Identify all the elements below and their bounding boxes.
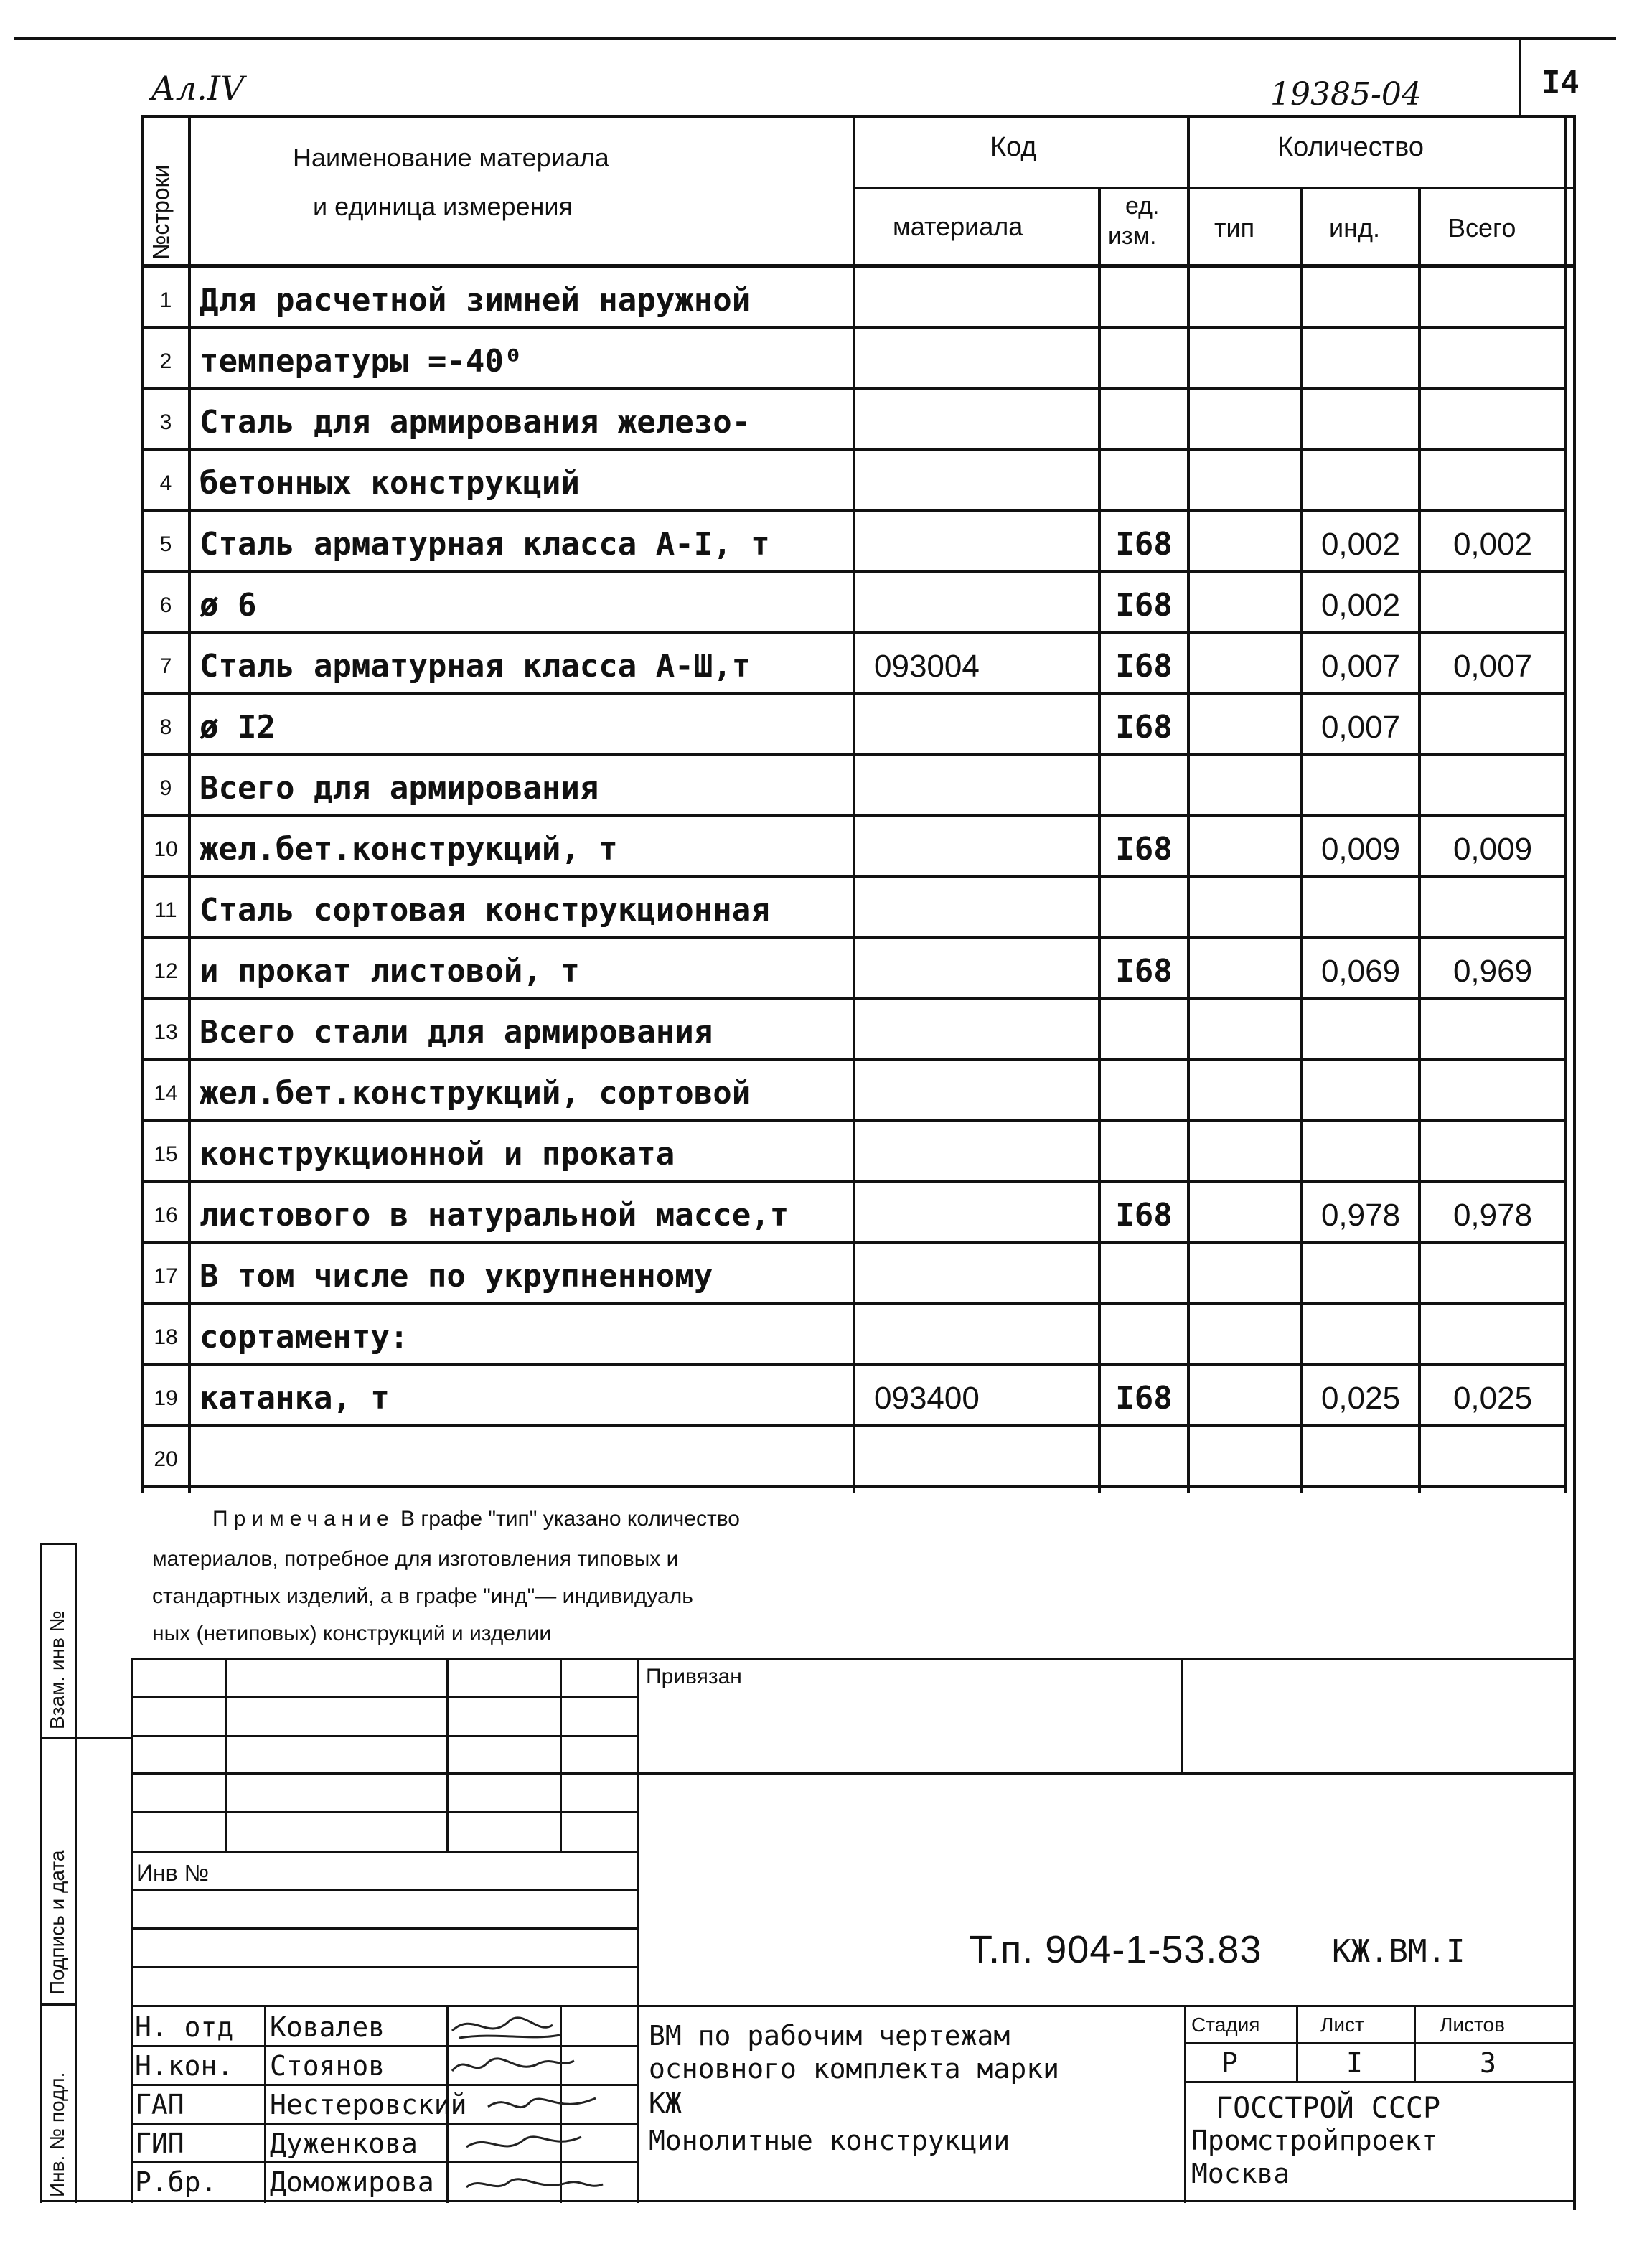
top-border [14, 37, 1616, 40]
stage-header-bottom [1184, 2042, 1576, 2044]
row-separator [141, 875, 1567, 878]
stamp-left-row5 [131, 1851, 637, 1853]
stage-label: Стадия [1191, 2014, 1260, 2036]
stamp-role: Р.бр. [135, 2166, 217, 2198]
row-text: Сталь для армирования железо- [200, 403, 751, 441]
sheet-label: Лист [1320, 2014, 1364, 2036]
row-number: 2 [159, 349, 172, 373]
row-text: листового в натуральной массе,т [200, 1196, 789, 1234]
org-line1: ГОССТРОЙ СССР [1216, 2092, 1441, 2125]
side-label-podpis: Подпись и дата [46, 1850, 68, 1995]
row-text: Для расчетной зимней наружной [200, 281, 751, 319]
row-unit: I68 [1115, 1379, 1173, 1416]
album-label: Ал.IV [151, 69, 245, 108]
stamp-person-name: Нестеровский [270, 2089, 467, 2120]
signature-domozhirova [466, 2179, 603, 2187]
row-separator [141, 448, 1567, 451]
row-number: 6 [159, 593, 172, 617]
row-separator [141, 509, 1567, 512]
stamp-left-row7 [131, 1927, 637, 1930]
sheets-value: 3 [1480, 2047, 1496, 2079]
row-text: жел.бет.конструкций, сортовой [200, 1074, 751, 1112]
row-unit: I68 [1115, 952, 1173, 990]
name-header-line2: и единица измерения [313, 192, 573, 221]
row-unit: I68 [1115, 525, 1173, 563]
row-text: жел.бет.конструкций, т [200, 830, 618, 868]
row-total: 0,025 [1452, 1380, 1533, 1416]
row-text: катанка, т [200, 1379, 390, 1416]
row-ind: 0,069 [1320, 953, 1401, 989]
row-unit: I68 [1115, 647, 1173, 685]
row-separator [141, 631, 1567, 634]
row-text: ø 6 [200, 586, 257, 624]
row-number: 15 [154, 1142, 178, 1166]
side-strip-right [75, 1543, 77, 2203]
row-separator [141, 814, 1567, 817]
row-number: 10 [154, 837, 178, 861]
row-text: В том числе по укрупненному [200, 1257, 713, 1294]
stamp-left-row4 [131, 1811, 637, 1813]
row-text: Сталь арматурная класса А-I, т [200, 525, 770, 563]
row-separator [141, 570, 1567, 573]
stamp-designation-bottom [131, 2005, 1576, 2007]
row-total: 0,002 [1452, 526, 1533, 562]
page-right-border [1573, 115, 1576, 2210]
row-separator [141, 1302, 1567, 1305]
unit-header-line2: изм. [1108, 222, 1157, 250]
row-separator [141, 1180, 1567, 1183]
inv-no-label: Инв № [136, 1860, 209, 1886]
note-line1 [212, 1508, 740, 1530]
row-text: Сталь арматурная класса А-Ш,т [200, 647, 751, 685]
row-total: 0,007 [1452, 648, 1533, 684]
row-total: 0,978 [1452, 1197, 1533, 1233]
row-text: конструкционной и проката [200, 1135, 675, 1173]
row-separator [141, 1424, 1567, 1427]
row-separator [141, 1485, 1567, 1488]
col-sep-rowno [188, 115, 191, 1493]
stamp-person-name: Дуженкова [270, 2128, 418, 2159]
header-bottom-border [141, 264, 1573, 268]
table-right-border-inner [1564, 115, 1567, 1493]
stamp-person-name: Стоянов [270, 2050, 385, 2082]
row-code: 093400 [874, 1380, 980, 1416]
title-line1: ВМ по рабочим чертежам [649, 2020, 1010, 2052]
row-text: ø I2 [200, 708, 276, 746]
row-separator [141, 1058, 1567, 1061]
stamp-col-b [446, 1658, 449, 1853]
row-separator [141, 753, 1567, 756]
row-number: 9 [159, 776, 172, 800]
row-number: 18 [154, 1325, 178, 1349]
signature-duzhenkova [466, 2137, 581, 2147]
col-sep-name [853, 115, 855, 1493]
row-number: 3 [159, 410, 172, 434]
row-number-header: №строки [148, 164, 174, 260]
row-text: сортаменту: [200, 1318, 409, 1355]
unit-header-line1: ед. [1125, 192, 1160, 220]
note-text1: В графе "тип" указано количество [400, 1507, 740, 1531]
side-sep2 [40, 2003, 76, 2006]
sheets-label: Листов [1440, 2014, 1505, 2036]
row-number: 11 [154, 898, 177, 922]
stamp-left-row2 [131, 1735, 637, 1737]
row-separator [141, 692, 1567, 695]
row-text: Всего для армирования [200, 769, 599, 807]
privyazan-label: Привязан [646, 1665, 742, 1688]
row-number: 16 [154, 1203, 178, 1227]
title-line4: Монолитные конструкции [649, 2125, 1010, 2156]
note-line4: ных (нетиповых) конструкций и изделии [152, 1622, 552, 1645]
total-header: Всего [1448, 213, 1516, 243]
row-code: 093004 [874, 648, 980, 684]
row-separator [141, 1119, 1567, 1122]
side-sep1 [40, 1737, 133, 1739]
row-text: бетонных конструкций [200, 464, 580, 502]
stamp-org-sep [1184, 2006, 1186, 2203]
row-separator [141, 326, 1567, 329]
row-number: 14 [154, 1081, 178, 1105]
header-subline [853, 187, 1573, 189]
code-header: Код [990, 132, 1037, 162]
row-total: 0,009 [1452, 831, 1533, 867]
page-number-box-left [1519, 37, 1521, 116]
row-unit: I68 [1115, 708, 1173, 746]
page-number: I4 [1541, 65, 1580, 101]
signatures [431, 2006, 639, 2202]
row-number: 19 [154, 1386, 178, 1410]
stage-sep1 [1296, 2006, 1298, 2082]
row-number: 12 [154, 959, 178, 983]
row-ind: 0,002 [1320, 526, 1401, 562]
row-separator [141, 936, 1567, 939]
side-label-vzam: Взам. инв № [46, 1610, 68, 1729]
stage-sep2 [1414, 2006, 1416, 2082]
stamp-role: ГАП [135, 2089, 184, 2120]
title-line3: КЖ [649, 2087, 682, 2119]
signature-kovalev [452, 2018, 560, 2038]
stage-value: Р [1221, 2047, 1238, 2079]
row-number: 13 [154, 1020, 178, 1044]
stamp-col-c [560, 1658, 562, 1853]
note-lead: Примечание [212, 1507, 395, 1531]
row-number: 20 [154, 1447, 178, 1471]
stamp-privyazan-sep [1181, 1658, 1183, 1772]
material-header: материала [893, 212, 1023, 241]
row-ind: 0,007 [1320, 648, 1401, 684]
row-ind: 0,002 [1320, 587, 1401, 623]
stamp-role: Н.кон. [135, 2050, 234, 2082]
row-text: и прокат листовой, т [200, 952, 580, 990]
side-strip-top [40, 1543, 76, 1545]
stamp-role: Н. отд [135, 2011, 234, 2043]
col-sep-unit [1187, 115, 1190, 1493]
row-unit: I68 [1115, 830, 1173, 868]
row-separator [141, 387, 1567, 390]
mark: КЖ.ВМ.I [1332, 1933, 1465, 1970]
sheet-value: I [1346, 2047, 1363, 2079]
stamp-left-row8 [131, 1966, 637, 1968]
tip-header: тип [1214, 213, 1255, 243]
designation: Т.п. 904-1-53.83 [969, 1928, 1262, 1971]
stamp-left-row6 [131, 1889, 637, 1891]
row-separator [141, 1363, 1567, 1366]
row-text: температуры =-40⁰ [200, 342, 523, 380]
row-separator [141, 997, 1567, 1000]
row-unit: I68 [1115, 586, 1173, 624]
row-number: 5 [159, 532, 172, 556]
stamp-left-row1 [131, 1696, 637, 1698]
stamp-top [131, 1658, 1576, 1660]
title-line2: основного комплекта марки [649, 2053, 1059, 2085]
stamp-left-row3 [131, 1772, 1576, 1775]
stamp-left [131, 1658, 133, 2203]
document-number: 19385-04 [1270, 76, 1422, 113]
row-ind: 0,009 [1320, 831, 1401, 867]
table-top-border [141, 115, 1573, 118]
row-ind: 0,025 [1320, 1380, 1401, 1416]
row-number: 1 [159, 288, 172, 312]
row-number: 17 [154, 1264, 178, 1288]
row-ind: 0,007 [1320, 709, 1401, 745]
row-number: 4 [159, 471, 172, 495]
stamp-col-a2 [264, 2006, 266, 2203]
stamp-col-a [225, 1658, 227, 1853]
stamp-role: ГИП [135, 2128, 184, 2159]
quantity-header: Количество [1277, 132, 1425, 162]
org-line3: Москва [1191, 2158, 1290, 2189]
row-number: 8 [159, 715, 172, 739]
name-header-line1: Наименование материала [293, 143, 609, 172]
signature-stoyanov [452, 2059, 574, 2071]
ind-header: инд. [1329, 213, 1380, 243]
stamp-person-name: Ковалев [270, 2011, 385, 2043]
stamp-bottom [40, 2200, 1576, 2202]
stamp-person-name: Доможирова [270, 2166, 434, 2198]
row-text: Сталь сортовая конструкционная [200, 891, 770, 929]
note-line2: материалов, потребное для изготовления типовых и [152, 1547, 679, 1571]
side-strip-left [40, 1543, 42, 2203]
row-total: 0,969 [1452, 953, 1533, 989]
row-unit: I68 [1115, 1196, 1173, 1234]
side-label-inv: Инв. № подл. [46, 2072, 68, 2197]
row-separator [141, 1241, 1567, 1244]
signature-nesterovsky [488, 2098, 596, 2108]
row-ind: 0,978 [1320, 1197, 1401, 1233]
note-line3: стандартных изделий, а в графе "инд"— индивидуаль [152, 1584, 693, 1608]
org-line2: Промстройпроект [1191, 2125, 1438, 2156]
row-text: Всего стали для армирования [200, 1013, 713, 1051]
row-number: 7 [159, 654, 172, 678]
stage-values-bottom [1184, 2081, 1576, 2083]
